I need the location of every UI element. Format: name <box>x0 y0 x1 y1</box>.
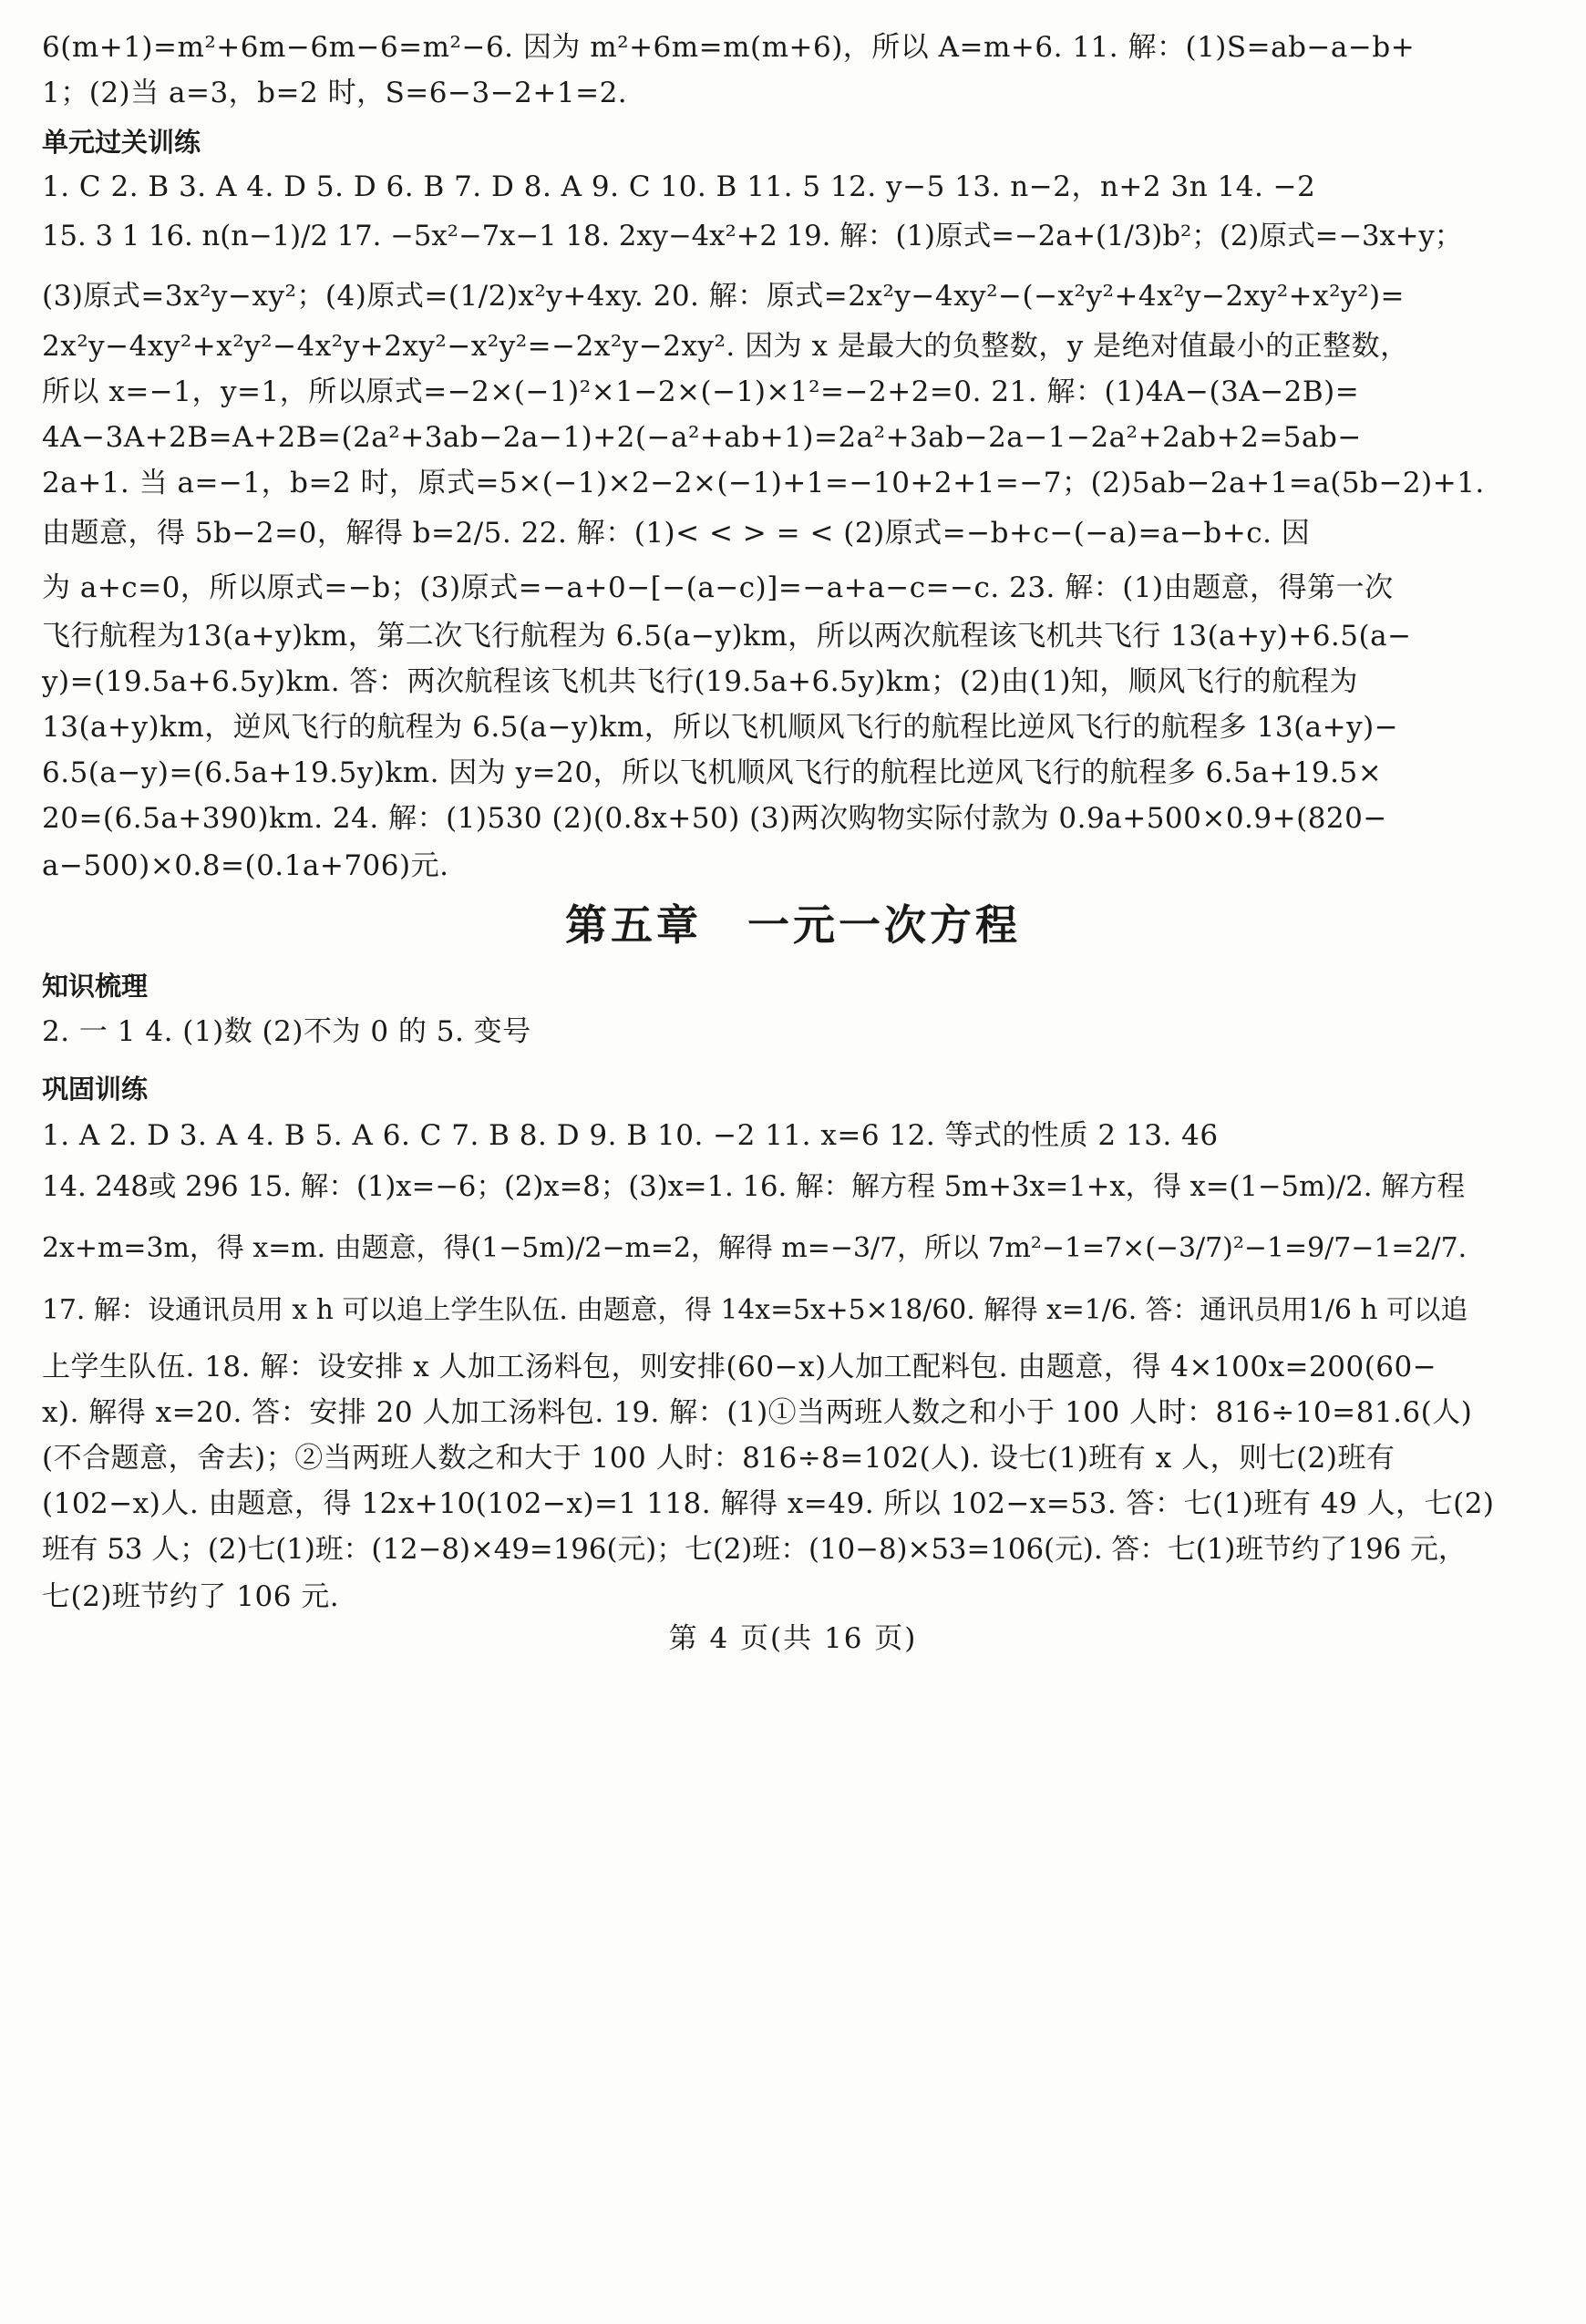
text-line: 6.5(a−y)=(6.5a+19.5y)km. 因为 y=20，所以飞机顺风飞行的航程比逆风飞行的航程多 6.5a+19.5× <box>42 756 1383 789</box>
text-line: 1. C 2. B 3. A 4. D 5. D 6. B 7. D 8. A 9. C 10. B 11. 5 12. y−5 13. n−2，n+2 3n 14. −2 <box>42 170 1316 203</box>
text-line: 七(2)班节约了 106 元. <box>42 1580 340 1613</box>
text-line: 20=(6.5a+390)km. 24. 解：(1)530 (2)(0.8x+50) (3)两次购物实际付款为 0.9a+500×0.9+(820− <box>42 802 1387 835</box>
text-line: 1. A 2. D 3. A 4. B 5. A 6. C 7. B 8. D 9. B 10. −2 11. x=6 12. 等式的性质 2 13. 46 <box>42 1119 1219 1152</box>
text-line: 2a+1. 当 a=−1，b=2 时，原式=5×(−1)×2−2×(−1)+1=−10+2+1=−7；(2)5ab−2a+1=a(5b−2)+1. <box>42 467 1485 499</box>
text-line: 15. 3 1 16. n(n−1)/2 17. −5x²−7x−1 18. 2xy−4x²+2 19. 解：(1)原式=−2a+(1/3)b²；(2)原式=−3x+y； <box>42 221 1463 252</box>
text-line: y)=(19.5a+6.5y)km. 答：两次航程该飞机共飞行(19.5a+6.5y)km；(2)由(1)知，顺风飞行的航程为 <box>42 665 1358 698</box>
page-footer: 第 4 页(共 16 页) <box>668 1622 918 1655</box>
section-heading-practice: 巩固训练 <box>42 1074 149 1105</box>
text-line: 飞行航程为13(a+y)km，第二次飞行航程为 6.5(a−y)km，所以两次航程该飞机共飞行 13(a+y)+6.5(a− <box>42 620 1412 653</box>
text-line: 6(m+1)=m²+6m−6m−6=m²−6. 因为 m²+6m=m(m+6)，所以 A=m+6. 11. 解：(1)S=ab−a−b+ <box>42 31 1416 64</box>
text-line: 1；(2)当 a=3，b=2 时，S=6−3−2+1=2. <box>42 77 628 109</box>
text-line: 14. 248或 296 15. 解：(1)x=−6；(2)x=8；(3)x=1. 16. 解：解方程 5m+3x=1+x，得 x=(1−5m)/2. 解方程 <box>42 1171 1466 1203</box>
text-line: 2x+m=3m，得 x=m. 由题意，得(1−5m)/2−m=2，解得 m=−3/7，所以 7m²−1=7×(−3/7)²−1=9/7−1=2/7. <box>42 1232 1468 1264</box>
text-line: 由题意，得 5b−2=0，解得 b=2/5. 22. 解：(1)< < > = < (2)原式=−b+c−(−a)=a−b+c. 因 <box>42 517 1311 550</box>
text-line: 所以 x=−1，y=1，所以原式=−2×(−1)²×1−2×(−1)×1²=−2+2=0. 21. 解：(1)4A−(3A−2B)= <box>42 375 1360 408</box>
text-line: x). 解得 x=20. 答：安排 20 人加工汤料包. 19. 解：(1)①当两班人数之和小于 100 人时：816÷10=81.6(人) <box>42 1396 1473 1429</box>
text-line: 17. 解：设通讯员用 x h 可以追上学生队伍. 由题意，得 14x=5x+5×18/60. 解得 x=1/6. 答：通讯员用1/6 h 可以追 <box>42 1294 1468 1326</box>
text-line: (3)原式=3x²y−xy²；(4)原式=(1/2)x²y+4xy. 20. 解：原式=2x²y−4xy²−(−x²y²+4x²y−2xy²+x²y²)= <box>42 280 1406 313</box>
section-heading-unit-review: 单元过关训练 <box>42 127 201 158</box>
text-line: 上学生队伍. 18. 解：设安排 x 人加工汤料包，则安排(60−x)人加工配料包. 由题意，得 4×100x=200(60− <box>42 1351 1437 1383</box>
chapter-title: 第五章 一元一次方程 <box>565 900 1021 950</box>
section-heading-knowledge: 知识梳理 <box>42 971 149 1002</box>
text-line: 为 a+c=0，所以原式=−b；(3)原式=−a+0−[−(a−c)]=−a+a−c=−c. 23. 解：(1)由题意，得第一次 <box>42 571 1394 604</box>
text-line: 2. 一 1 4. (1)数 (2)不为 0 的 5. 变号 <box>42 1015 531 1048</box>
text-line: a−500)×0.8=(0.1a+706)元. <box>42 849 449 882</box>
text-line: (102−x)人. 由题意，得 12x+10(102−x)=1 118. 解得 x=49. 所以 102−x=53. 答：七(1)班有 49 人，七(2) <box>42 1487 1495 1520</box>
text-line: 13(a+y)km，逆风飞行的航程为 6.5(a−y)km，所以飞机顺风飞行的航程比逆风飞行的航程多 13(a+y)− <box>42 711 1399 744</box>
text-line: (不合题意，舍去)；②当两班人数之和大于 100 人时：816÷8=102(人). 设七(1)班有 x 人，则七(2)班有 <box>42 1442 1395 1475</box>
text-line: 2x²y−4xy²+x²y²−4x²y+2xy²−x²y²=−2x²y−2xy². 因为 x 是最大的负整数，y 是绝对值最小的正整数， <box>42 330 1409 363</box>
text-line: 4A−3A+2B=A+2B=(2a²+3ab−2a−1)+2(−a²+ab+1)=2a²+3ab−2a−1−2a²+2ab+2=5ab− <box>42 421 1362 454</box>
text-line: 班有 53 人；(2)七(1)班：(12−8)×49=196(元)；七(2)班：(10−8)×53=106(元). 答：七(1)班节约了196 元， <box>42 1533 1467 1566</box>
